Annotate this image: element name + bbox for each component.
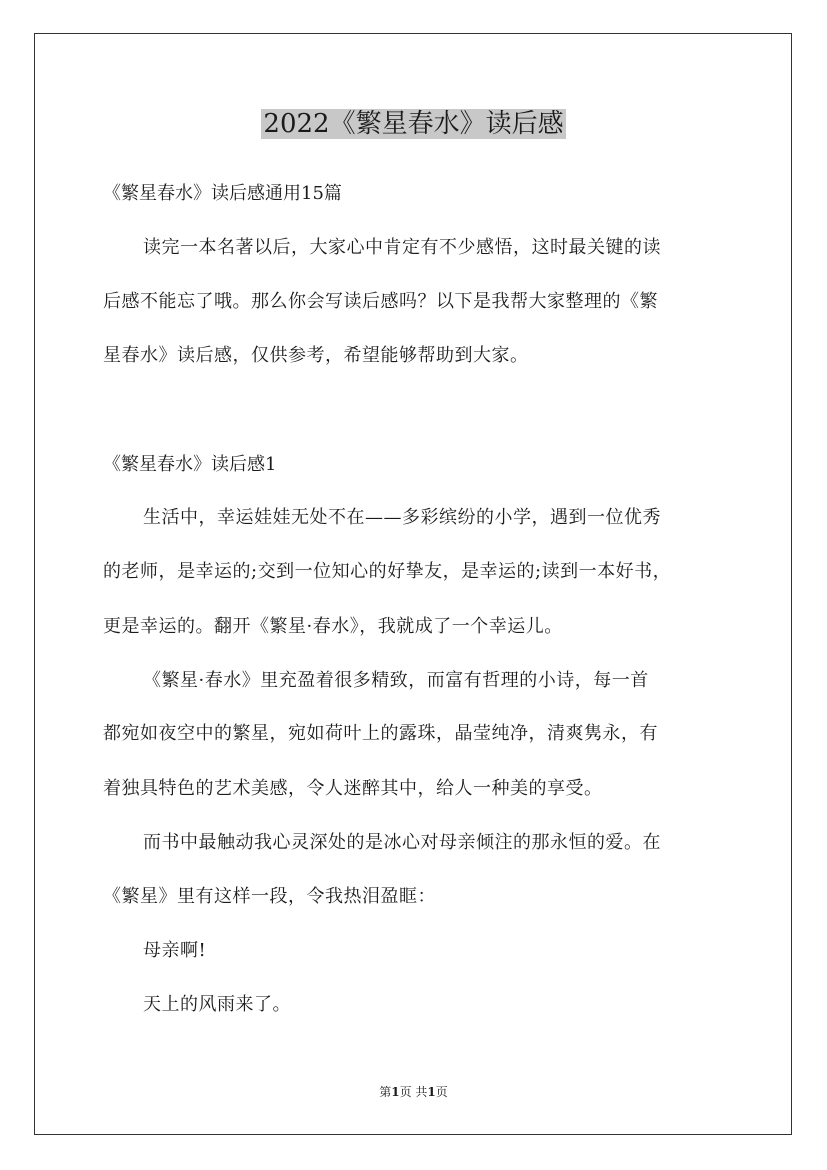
footer-mid: 页 共 <box>399 1085 428 1099</box>
document-subtitle: 《繁星春水》读后感通用15篇 <box>103 183 342 204</box>
footer-current-page: 1 <box>391 1085 400 1099</box>
document-title-text: 2022《繁星春水》读后感 <box>263 109 564 139</box>
para1-line-2: 的老师，是幸运的;交到一位知心的好挚友，是幸运的;读到一本好书， <box>103 561 672 582</box>
page-footer <box>0 1084 827 1100</box>
para3-line-2: 《繁星》里有这样一段，令我热泪盈眶： <box>103 886 436 907</box>
intro-line-2: 后感不能忘了哦。那么你会写读后感吗？以下是我帮大家整理的《繁 <box>103 291 658 312</box>
para1-line-1: 生活中，幸运娃娃无处不在——多彩缤纷的小学，遇到一位优秀 <box>143 507 661 528</box>
para3-line-1: 而书中最触动我心灵深处的是冰心对母亲倾注的那永恒的爱。在 <box>143 832 661 853</box>
footer-suffix: 页 <box>435 1085 448 1099</box>
poem-line-2: 天上的风雨来了。 <box>143 994 291 1015</box>
intro-line-1: 读完一本名著以后，大家心中肯定有不少感悟，这时最关键的读 <box>143 237 661 258</box>
document-title <box>0 104 827 144</box>
poem-line-1: 母亲啊! <box>143 940 207 961</box>
intro-line-3: 星春水》读后感，仅供参考，希望能够帮助到大家。 <box>103 345 529 366</box>
footer-prefix: 第 <box>379 1085 392 1099</box>
para1-line-3: 更是幸运的。翻开《繁星·春水》，我就成了一个幸运儿。 <box>103 616 563 637</box>
para2-line-1: 《繁星·春水》里充盈着很多精致，而富有哲理的小诗，每一首 <box>143 670 649 691</box>
footer-total-pages: 1 <box>427 1085 436 1099</box>
para2-line-3: 着独具特色的艺术美感，令人迷醉其中，给人一种美的享受。 <box>103 778 603 799</box>
section-heading-1: 《繁星春水》读后感1 <box>103 454 277 475</box>
para2-line-2: 都宛如夜空中的繁星，宛如荷叶上的露珠，晶莹纯净，清爽隽永，有 <box>103 723 658 744</box>
